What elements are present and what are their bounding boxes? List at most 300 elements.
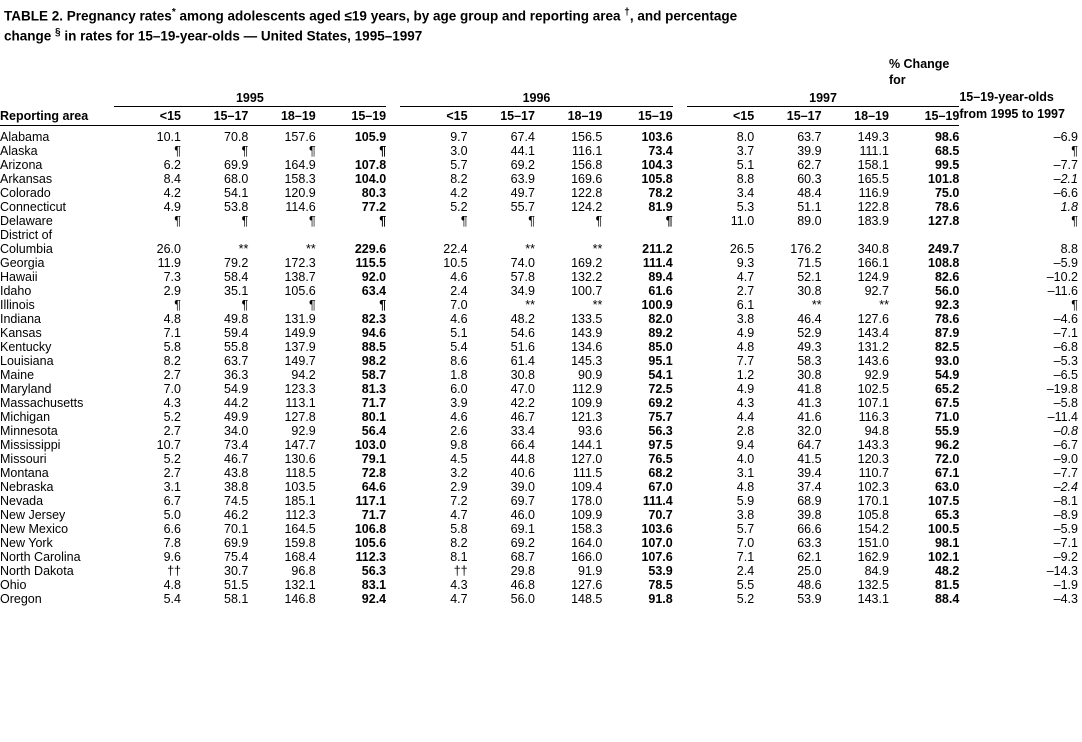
cell-1995-15-17: 54.1 [224,185,249,200]
change-header-line1: % Change for [888,57,950,88]
cell-1995-15-19: 64.6 [361,479,387,494]
cell-1997-lt15: 5.2 [736,591,755,606]
cell-1995-15-17: 49.8 [224,311,249,326]
cell-percent-change: ¶ [1071,297,1078,312]
cell-1996-lt15: 4.7 [450,591,468,606]
cell-1997-15-19: 67.1 [934,465,960,480]
cell-1995-15-19: 71.7 [361,395,387,410]
column-gap [386,522,400,536]
cell-1995-15-19: 71.7 [361,507,387,522]
column-gap [386,284,400,298]
cell-1996-15-17: 69.7 [510,493,535,508]
cell-1996-15-19: 85.0 [648,339,673,354]
cell-1997-lt15: 4.3 [736,395,755,410]
cell-1996-15-19: 104.3 [641,157,673,172]
table-row [0,298,1078,312]
cell-1997-18-19: 154.2 [857,521,889,536]
cell-1997-18-19: 102.3 [857,479,889,494]
cell-1995-18-19: ¶ [309,297,316,312]
cell-1995-15-17: 34.0 [224,423,249,438]
cell-percent-change: –4.6 [1053,311,1078,326]
cell-1996-15-17: 30.8 [510,367,535,382]
cell-1997-15-17: 49.3 [797,339,822,354]
cell-1996-lt15: 4.6 [450,269,468,284]
cell-percent-change: –7.7 [1053,157,1078,172]
cell-1996-18-19: 93.6 [578,423,603,438]
cell-1995-lt15: 8.4 [163,171,181,186]
column-gap [673,298,687,312]
cell-1995-18-19: 94.2 [291,367,316,382]
cell-percent-change: –14.3 [1046,563,1078,578]
cell-1996-lt15: 7.2 [450,493,468,508]
cell-1995-15-19: 94.6 [361,325,387,340]
table-body [0,130,1078,606]
column-gap [673,130,687,144]
cell-1997-lt15: 2.7 [736,283,755,298]
cell-1995-15-17: 30.7 [224,563,249,578]
cell-1996-lt15 [400,228,467,242]
cell-1996-15-19: 91.8 [648,591,673,606]
column-gap [673,452,687,466]
cell-1995-18-19: 123.3 [284,381,316,396]
cell-1996-15-17: ** [525,241,535,256]
cell-1997-18-19: ** [879,297,889,312]
cell-1997-18-19: 122.8 [857,199,889,214]
row-label-reporting-area: New Jersey [0,507,66,522]
cell-1995-lt15: 2.7 [163,465,181,480]
cell-1995-18-19: 138.7 [284,269,316,284]
cell-1995-15-19: 82.3 [361,311,387,326]
cell-1995-15-19: 104.0 [354,171,387,186]
cell-1995-lt15: 2.7 [163,423,181,438]
cell-1995-15-17: 43.8 [224,465,249,480]
cell-1997-18-19: 162.9 [857,549,889,564]
row-label-reporting-area: New Mexico [0,521,69,536]
cell-1996-15-17: 55.7 [510,199,535,214]
row-label-reporting-area: Ohio [0,577,27,592]
cell-1995-15-19: 115.5 [355,255,387,270]
cell-1995-18-19: 131.9 [284,311,316,326]
cell-1997-15-19: 68.5 [934,143,960,158]
row-label-reporting-area: Alabama [0,129,50,144]
row-label-reporting-area: Arkansas [0,171,53,186]
column-gap [386,382,400,396]
cell-1995-18-19: 92.9 [291,423,316,438]
cell-1996-15-19: 54.1 [648,367,673,382]
column-gap [386,410,400,424]
cell-1995-15-19: 83.1 [361,577,387,592]
cell-1995-18-19: 120.9 [284,185,316,200]
cell-1996-15-17: 49.7 [510,185,535,200]
table-row [0,200,1078,214]
cell-1995-15-17: 58.4 [224,269,249,284]
column-gap [386,396,400,410]
cell-1996-18-19: 164.0 [571,535,603,550]
cell-1997-15-19: 99.5 [934,157,960,172]
row-label-reporting-area: Nevada [0,493,44,508]
cell-1997-15-19: 101.8 [928,171,960,186]
cell-1996-15-17: 69.1 [510,521,535,536]
row-label-reporting-area: District of [0,227,53,242]
table-row [0,396,1078,410]
column-header-1996-lt15: <15 [446,108,468,123]
cell-1997-18-19: 102.5 [857,381,889,396]
cell-1995-15-17: 70.1 [224,521,249,536]
cell-1997-15-17: 68.9 [797,493,822,508]
cell-1997-18-19: 110.7 [858,465,889,480]
cell-1995-18-19: 164.5 [284,521,316,536]
cell-1996-lt15: 4.6 [450,409,468,424]
column-gap [673,214,687,228]
cell-1997-18-19: 116.9 [858,185,889,200]
cell-1997-lt15: 9.4 [736,437,755,452]
table-row [0,494,1078,508]
cell-1995-15-19: 80.3 [361,185,387,200]
cell-1996-15-17: 33.4 [510,423,535,438]
cell-1995-lt15: 4.3 [163,395,181,410]
cell-1996-15-19: 72.5 [648,381,673,396]
cell-1997-lt15: 3.8 [736,311,755,326]
cell-1997-lt15: 5.7 [736,521,755,536]
cell-1997-lt15: 7.7 [736,353,755,368]
cell-1996-15-19: 105.8 [641,171,673,186]
table-row [0,508,1078,522]
row-label-reporting-area: Nebraska [0,479,54,494]
column-gap [673,382,687,396]
header-agegroup-row [0,106,1078,122]
cell-1995-15-17: 55.8 [224,339,249,354]
column-gap [386,578,400,592]
cell-1996-18-19: 124.2 [571,199,603,214]
row-label-reporting-area: North Dakota [0,563,74,578]
cell-1996-15-17: 48.2 [510,311,535,326]
table-row [0,368,1078,382]
cell-1995-lt15: 9.6 [163,549,181,564]
cell-1996-15-17: 39.0 [510,479,535,494]
cell-1997-15-17: 52.1 [797,269,822,284]
cell-1995-18-19: 113.1 [285,395,316,410]
cell-1995-15-19: 79.1 [361,451,387,466]
header-change-row [0,56,1078,89]
cell-1995-lt15: 7.8 [163,535,181,550]
table-row [0,522,1078,536]
column-gap [673,326,687,340]
column-header-1995-lt15: <15 [159,108,181,123]
cell-1995-lt15: 7.0 [163,381,181,396]
cell-1996-15-17: 63.9 [510,171,535,186]
table-title [0,0,1010,46]
row-label-reporting-area: Colorado [0,185,51,200]
cell-1995-15-17: 35.1 [224,283,249,298]
table-row [0,340,1078,354]
cell-1996-lt15: 9.8 [450,437,468,452]
cell-1997-15-19: 78.6 [934,311,960,326]
cell-1995-18-19: 96.8 [291,563,316,578]
table-row [0,354,1078,368]
column-gap [673,564,687,578]
cell-1995-15-17: ¶ [241,213,249,228]
cell-1995-lt15: 2.7 [163,367,181,382]
cell-1996-15-17: 46.7 [510,409,535,424]
cell-1995-15-19: 106.8 [354,521,387,536]
column-gap [673,438,687,452]
column-gap [673,522,687,536]
cell-1997-15-19: 56.0 [934,283,960,298]
cell-1995-18-19: ¶ [309,143,316,158]
cell-1997-lt15: 26.5 [729,241,755,256]
cell-1995-15-17: 69.9 [224,535,249,550]
row-label-reporting-area: Massachusetts [0,395,84,410]
cell-1997-lt15: 3.4 [736,185,755,200]
cell-1996-lt15: 5.8 [450,521,468,536]
column-gap [386,480,400,494]
cell-1996-18-19: 127.0 [571,451,603,466]
column-gap [673,242,687,256]
cell-1995-15-17: 63.7 [224,353,249,368]
column-gap [386,592,400,606]
cell-1996-15-19: 107.0 [641,535,673,550]
cell-1996-15-19: 75.7 [648,409,673,424]
cell-percent-change: –2.4 [1053,479,1078,494]
table-row [0,242,1078,256]
title-text-4: , and percentage [629,8,738,24]
cell-1996-15-19: 76.5 [648,451,673,466]
cell-1996-15-19: 95.1 [648,353,673,368]
row-label-reporting-area: Georgia [0,255,45,270]
cell-1995-15-17: 73.4 [224,437,249,452]
cell-1997-15-17: 60.3 [797,171,822,186]
cell-1996-18-19: 111.5 [572,465,603,480]
column-header-1997-18-19: 18–19 [854,108,889,123]
cell-1996-15-19: 111.4 [642,255,673,270]
cell-1997-lt15: 4.4 [736,409,755,424]
column-gap [386,242,400,256]
cell-1995-lt15: 5.2 [163,409,181,424]
cell-1997-lt15: 1.2 [736,367,755,382]
cell-1995-18-19: 172.3 [284,255,316,270]
row-label-reporting-area: Missouri [0,451,47,466]
column-header-1995-18-19: 18–19 [280,108,316,123]
cell-1995-15-17: 79.2 [224,255,249,270]
cell-1995-15-19: 107.8 [354,157,387,172]
cell-1995-lt15 [114,228,181,242]
column-gap [386,312,400,326]
column-gap [673,312,687,326]
column-header-1997-15-17: 15–17 [786,108,822,123]
cell-1996-lt15: 8.6 [450,353,468,368]
column-gap [386,452,400,466]
row-label-reporting-area: Mississippi [0,437,61,452]
cell-percent-change: –2.1 [1053,171,1078,186]
cell-1995-15-17: 69.9 [224,157,249,172]
cell-1996-15-19: 100.9 [641,297,673,312]
cell-1997-15-17: 63.3 [797,535,822,550]
column-gap [673,466,687,480]
cell-percent-change: –9.0 [1053,451,1078,466]
cell-percent-change: ¶ [1071,143,1078,158]
cell-1995-15-17: ¶ [241,297,249,312]
cell-1997-15-19: 65.2 [934,381,960,396]
cell-1997-15-17: 53.9 [797,591,822,606]
cell-1996-lt15: 8.2 [450,535,468,550]
cell-1997-lt15: 6.1 [736,297,755,312]
cell-1997-15-17: 51.1 [797,199,822,214]
cell-1995-15-19: 105.9 [354,129,387,144]
cell-percent-change: –6.9 [1053,129,1078,144]
cell-1997-15-17: 71.5 [797,255,822,270]
column-header-1997-lt15: <15 [732,108,755,123]
cell-1997-15-17: 176.2 [790,241,822,256]
cell-1996-15-19: 67.0 [648,479,673,494]
table-row [0,130,1078,144]
table-row [0,550,1078,564]
cell-1997-15-19: 63.0 [934,479,960,494]
cell-1996-15-17: 69.2 [510,157,535,172]
cell-1997-15-17: 48.4 [797,185,822,200]
cell-1997-15-17: 58.3 [797,353,822,368]
cell-1997-15-19: 93.0 [934,353,960,368]
cell-1996-lt15: 6.0 [450,381,468,396]
cell-1997-lt15: 4.9 [736,325,755,340]
cell-1997-15-19 [889,228,959,242]
cell-1996-18-19: 109.4 [571,479,603,494]
cell-1995-lt15: 4.8 [163,577,181,592]
cell-1995-lt15: 8.2 [163,353,181,368]
cell-1997-lt15: 4.9 [736,381,755,396]
cell-1996-15-19: 78.2 [648,185,673,200]
column-gap [386,326,400,340]
cell-1995-15-17: 44.2 [224,395,249,410]
cell-1997-15-17: 62.7 [797,157,822,172]
cell-1996-15-19: 111.4 [642,493,673,508]
cell-1997-15-17: 66.6 [797,521,822,536]
cell-1997-15-17: 41.3 [797,395,822,410]
cell-1997-15-17: 41.8 [797,381,822,396]
cell-1997-15-19: 108.8 [928,255,960,270]
cell-1997-15-17: ** [811,297,822,312]
cell-1995-15-19: 88.5 [361,339,387,354]
cell-percent-change: –0.8 [1053,423,1078,438]
cell-1996-18-19: 100.7 [571,283,603,298]
row-label-reporting-area: Connecticut [0,199,67,214]
cell-1997-lt15: 5.5 [736,577,755,592]
cell-1996-18-19: 143.9 [571,325,603,340]
cell-1995-15-17: 70.8 [224,129,249,144]
cell-1995-lt15: 5.2 [163,451,181,466]
cell-1997-15-19: 92.3 [934,297,960,312]
cell-1996-18-19: 156.5 [571,129,603,144]
cell-1996-lt15: 22.4 [443,241,468,256]
title-text-2: among adolescents aged [175,8,345,24]
cell-1997-18-19: 165.5 [857,171,889,186]
year-header-1995: 1995 [235,90,264,105]
cell-percent-change: –1.9 [1053,577,1078,592]
cell-1996-15-17: 67.4 [510,129,535,144]
cell-1997-15-19: 107.5 [928,493,960,508]
cell-1997-15-19: 71.0 [934,409,960,424]
cell-1997-18-19 [822,228,889,242]
cell-1997-lt15: 7.1 [736,549,755,564]
row-label-reporting-area: Louisiana [0,353,54,368]
cell-1997-18-19: 94.8 [864,423,889,438]
cell-1996-lt15: 8.2 [450,171,468,186]
cell-1997-15-19: 96.2 [934,437,960,452]
table-row [0,480,1078,494]
cell-1996-15-17: 47.0 [510,381,535,396]
cell-1996-18-19: 158.3 [571,521,603,536]
cell-1996-lt15: 5.4 [450,339,468,354]
cell-percent-change: 8.8 [1060,241,1078,256]
cell-percent-change: –11.4 [1047,409,1078,424]
cell-1997-15-19: 98.6 [934,129,960,144]
cell-1995-lt15: 3.1 [163,479,181,494]
column-gap [673,424,687,438]
cell-1997-18-19: 143.6 [857,353,889,368]
cell-1995-lt15: 6.6 [163,521,181,536]
cell-1995-15-19: 77.2 [361,199,387,214]
column-gap [673,592,687,606]
cell-1996-15-17: 51.6 [510,339,535,354]
cell-1996-lt15: 7.0 [450,297,468,312]
column-gap [673,550,687,564]
cell-1996-15-19: 107.6 [641,549,673,564]
column-gap [386,200,400,214]
cell-1996-15-17 [468,228,535,242]
table-row [0,410,1078,424]
cell-1997-15-19: 67.5 [934,395,960,410]
cell-1996-15-17: 69.2 [510,535,535,550]
column-gap [673,256,687,270]
cell-1997-lt15: 5.1 [736,157,755,172]
cell-1997-18-19: 92.9 [864,367,889,382]
cell-1995-18-19: 185.1 [284,493,316,508]
cell-1997-15-19: 75.0 [934,185,960,200]
cell-1996-15-17: ** [525,297,535,312]
title-text-6: in rates for 15–19-year-olds — United States, 1995–1997 [60,28,423,44]
cell-1996-18-19 [535,228,602,242]
cell-1995-lt15: 5.4 [163,591,181,606]
cell-1995-15-19: ¶ [379,213,387,228]
cell-1997-lt15: 4.7 [736,269,755,284]
cell-1997-18-19: 132.5 [857,577,889,592]
cell-1996-lt15: 10.5 [443,255,468,270]
cell-1995-15-17: 38.8 [224,479,249,494]
change-header-line3: from 1995 to 1997 [959,107,1065,122]
table-row [0,326,1078,340]
cell-percent-change: 1.8 [1060,199,1078,214]
cell-1995-15-17: ¶ [241,143,249,158]
cell-1995-lt15: 5.0 [163,507,181,522]
year-header-1996: 1996 [522,90,551,105]
cell-1995-15-19: 80.1 [361,409,387,424]
column-gap [673,396,687,410]
column-gap [673,340,687,354]
cell-1995-15-19: ¶ [379,143,387,158]
cell-1996-15-17: 46.8 [510,577,535,592]
cell-1995-18-19: 149.7 [284,353,316,368]
cell-1995-lt15: 6.2 [163,157,181,172]
cell-1996-15-17: 68.7 [510,549,535,564]
column-gap [673,536,687,550]
cell-1997-lt15: 7.0 [736,535,755,550]
column-header-1996-15-17: 15–17 [500,108,535,123]
cell-1996-18-19: 145.3 [571,353,603,368]
title-footnote-marker-dagger: † [624,7,630,18]
change-header-line2: 15–19-year-olds [959,89,1054,104]
cell-1996-lt15: 2.9 [450,479,468,494]
cell-1996-18-19: 166.0 [571,549,603,564]
cell-1995-18-19: 137.9 [284,339,316,354]
